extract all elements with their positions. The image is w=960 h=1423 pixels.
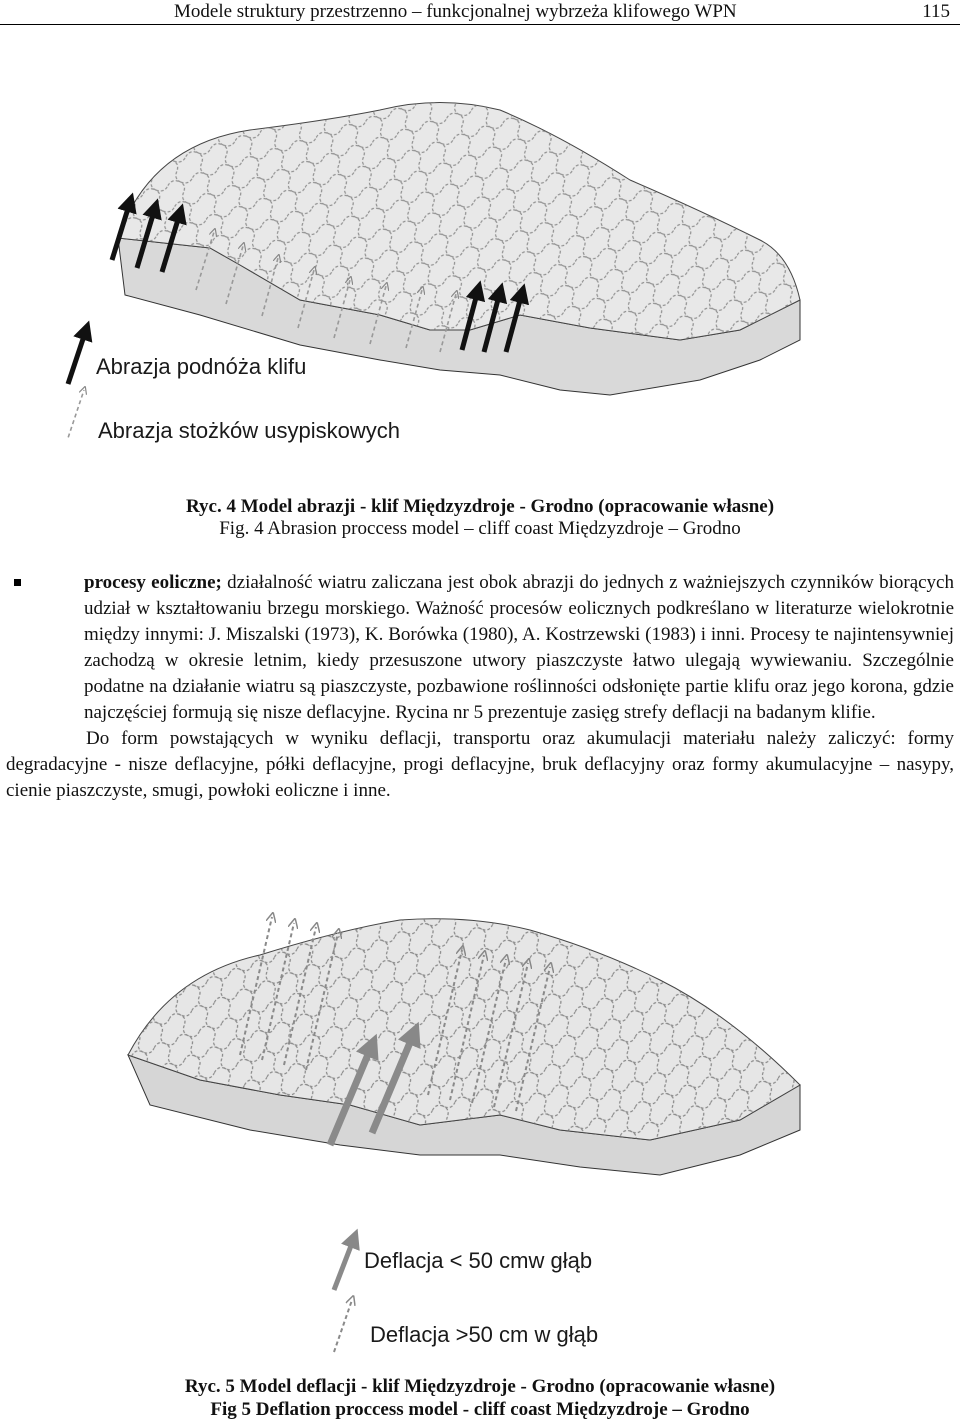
- bullet-icon: [14, 579, 21, 586]
- header-title: Modele struktury przestrzenno – funkcjonalnej wybrzeża klifowego WPN: [174, 1, 737, 22]
- legend-label-scree-cone-abrasion: Abrazja stożków usypiskowych: [98, 418, 401, 443]
- running-header: [0, 0, 960, 25]
- abrasion-model-figure: [0, 90, 960, 440]
- legend-label-shallow-deflation: Deflacja < 50 cmw głąb: [364, 1248, 593, 1273]
- legend-dashed-grey-arrow: [334, 1300, 352, 1352]
- figure4-caption-pl: Ryc. 4 Model abrazji - klif Międzyzdroje - Grodno (opracowanie własne): [185, 496, 775, 517]
- legend-label-deep-deflation: Deflacja >50 cm w głąb: [370, 1322, 599, 1347]
- figure4-caption-en: Fig. 4 Abrasion proccess model – cliff coast Międzyzdroje – Grodno: [219, 518, 741, 539]
- body-text: [6, 570, 954, 804]
- deflation-model-figure: [0, 905, 960, 1225]
- paragraph-deflation-forms: Do form powstających w wyniku deflacji, transportu oraz akumulacji materiału należy zaliczyć: formy degradacyjne - nisze deflacyjne, półki deflacyjne, progi deflacyjne, bruk deflacyjny oraz formy akumulacyjne – nasypy, cienie piaszczyste, smugi, powłoki eoliczne i inne.: [6, 728, 954, 801]
- legend-dashed-arrow: [66, 390, 84, 440]
- paragraph1-text: działalność wiatru zaliczana jest obok abrazji do jednych z ważniejszych czynników biorących udział w kształtowaniu brzegu morskiego. Ważność procesów eolicznych podkreślano w literaturze wielokrotnie między innymi: J. Miszalski (1973), K. Borówka (1980), A. Kostrzewski (1983) i inni. Procesy te najintensywniej zachodzą w okresie letnim, kiedy przesuszone utwory piaszczyste łatwo ulegają wywiewaniu. Szczególnie podatne na działanie wiatru są piaszczyste, pozbawione roślinności odsłonięte partie klifu oraz jego korona, gdzie najczęściej formują się nisze deflacyjne. Rycina nr 5 prezentuje zasięg strefy deflacji na badanym klifie.: [84, 572, 954, 723]
- page-number: 115: [922, 1, 950, 22]
- figure5-caption-pl: Ryc. 5 Model deflacji - klif Międzyzdroje - Grodno (opracowanie własne): [184, 1376, 776, 1397]
- legend-solid-grey-arrow: [334, 1238, 354, 1290]
- legend-label-cliff-foot-abrasion: Abrazja podnóża klifu: [96, 354, 307, 379]
- legend-solid-arrow: [68, 330, 86, 384]
- paragraph-eolian-processes: [6, 570, 954, 726]
- bold-term: procesy eoliczne;: [84, 572, 222, 593]
- figure5-legend-arrows: [320, 1228, 370, 1358]
- figure5-caption-en: Fig 5 Deflation proccess model - cliff coast Międzyzdroje – Grodno: [210, 1399, 750, 1420]
